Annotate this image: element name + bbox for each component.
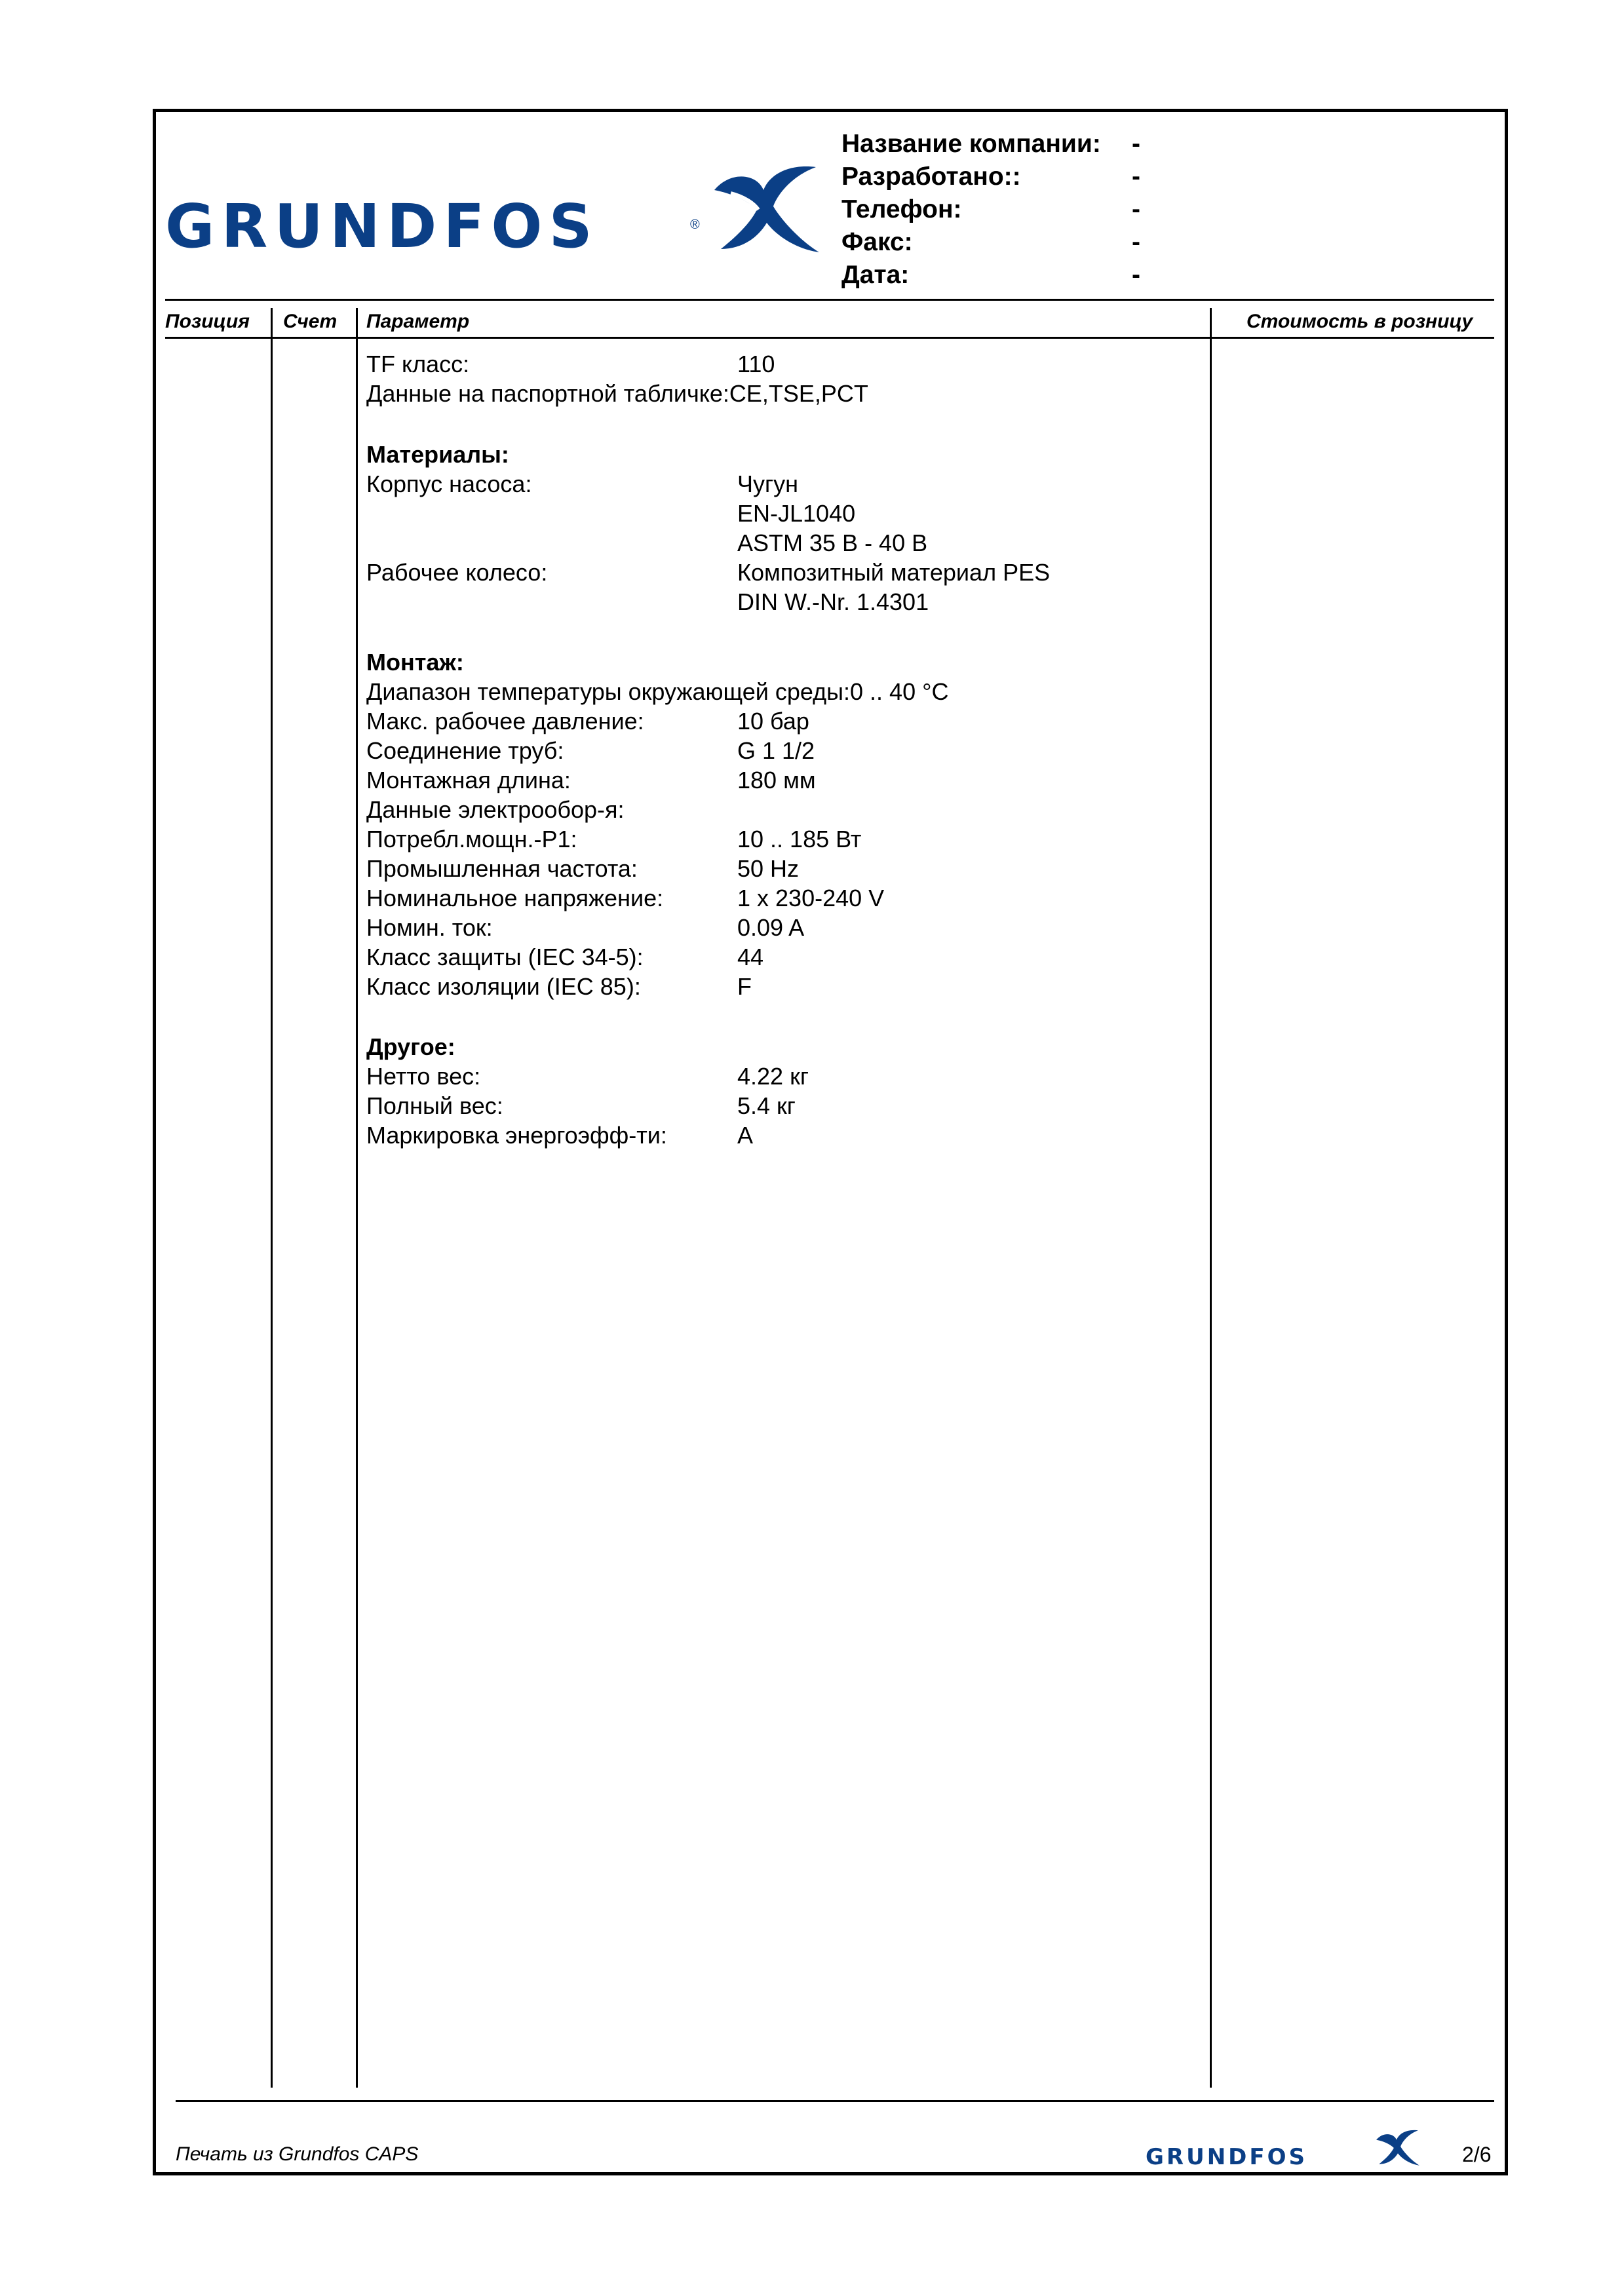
company-info-label: Факс:: [841, 228, 913, 256]
parameter-label: Класс изоляции (IEC 85):: [366, 973, 641, 1000]
parameter-label: Полный вес:: [366, 1092, 503, 1119]
header-divider: [165, 299, 1494, 301]
parameter-value: 5.4 кг: [737, 1092, 796, 1119]
registered-mark: ®: [690, 218, 700, 232]
parameter-value: 110: [737, 351, 775, 377]
parameter-label: Потребл.мощн.-P1:: [366, 826, 577, 852]
company-info-value: -: [1132, 130, 1140, 158]
company-info-label: Дата:: [841, 261, 910, 289]
parameter-label: Промышленная частота:: [366, 855, 638, 882]
parameter-value: 0.09 A: [737, 914, 805, 941]
company-info-label: Название компании:: [841, 130, 1101, 158]
column-divider-3: [1210, 308, 1212, 2088]
parameter-label: Класс защиты (IEC 34-5):: [366, 944, 644, 970]
column-header-account: Счет: [283, 311, 338, 332]
company-info-value: -: [1132, 163, 1140, 191]
parameter-value: 10 .. 185 Вт: [737, 826, 862, 852]
footer-grundfos-logo-text: GRUNDFOS: [1146, 2144, 1307, 2170]
parameter-label: Монтажная длина:: [366, 767, 571, 794]
parameter-value: Композитный материал PES: [737, 559, 1051, 586]
parameter-value: 180 мм: [737, 767, 816, 794]
column-divider-2: [356, 308, 358, 2088]
parameter-value: 50 Hz: [737, 855, 800, 882]
parameter-value: DIN W.-Nr. 1.4301: [737, 588, 929, 615]
parameter-label: Диапазон температуры окружающей среды:0 .. 40 °C: [366, 678, 949, 705]
parameter-value: A: [737, 1122, 754, 1149]
column-header-position: Позиция: [165, 311, 250, 332]
company-info-value: -: [1132, 261, 1140, 289]
column-header-price: Стоимость в розницу: [1246, 311, 1473, 332]
parameter-value: 10 бар: [737, 708, 809, 735]
footer-printed-from: Печать из Grundfos CAPS: [176, 2143, 419, 2165]
parameter-value: 44: [737, 944, 764, 970]
parameter-value: Чугун: [737, 470, 799, 497]
parameter-label: Корпус насоса:: [366, 470, 532, 497]
parameter-value: G 1 1/2: [737, 737, 815, 764]
company-info-value: -: [1132, 228, 1140, 256]
page-number: 2/6: [1462, 2143, 1492, 2166]
parameter-label: TF класс:: [366, 351, 470, 377]
section-heading: Монтаж:: [366, 649, 464, 676]
parameter-label: Маркировка энергоэфф-ти:: [366, 1122, 667, 1149]
parameter-value: EN-JL1040: [737, 500, 856, 527]
section-heading: Материалы:: [366, 441, 509, 468]
parameter-value: ASTM 35 B - 40 B: [737, 529, 928, 556]
parameter-label: Рабочее колесо:: [366, 559, 548, 586]
grundfos-x-logo-icon: [711, 164, 822, 256]
parameter-label: Номин. ток:: [366, 914, 493, 941]
footer-grundfos-x-logo-icon: [1375, 2128, 1421, 2168]
company-info-value: -: [1132, 195, 1140, 223]
grundfos-logo-text: GRUNDFOS: [165, 191, 599, 261]
parameter-label: Данные электрообор-я:: [366, 796, 625, 823]
parameter-label: Нетто вес:: [366, 1063, 481, 1090]
parameter-label: Данные на паспортной табличке:CE,TSE,PCT: [366, 380, 868, 407]
parameter-label: Макс. рабочее давление:: [366, 708, 644, 735]
column-divider-1: [271, 308, 273, 2088]
company-info-label: Разработано::: [841, 163, 1021, 191]
column-header-underline: [165, 337, 1494, 339]
parameter-label: Соединение труб:: [366, 737, 564, 764]
company-info-label: Телефон:: [841, 195, 962, 223]
section-heading: Другое:: [366, 1033, 455, 1060]
column-header-parameter: Параметр: [366, 311, 470, 332]
footer-divider: [176, 2100, 1494, 2102]
parameter-value: F: [737, 973, 752, 1000]
parameter-value: 1 x 230-240 V: [737, 885, 885, 911]
parameter-label: Номинальное напряжение:: [366, 885, 664, 911]
parameter-value: 4.22 кг: [737, 1063, 809, 1090]
